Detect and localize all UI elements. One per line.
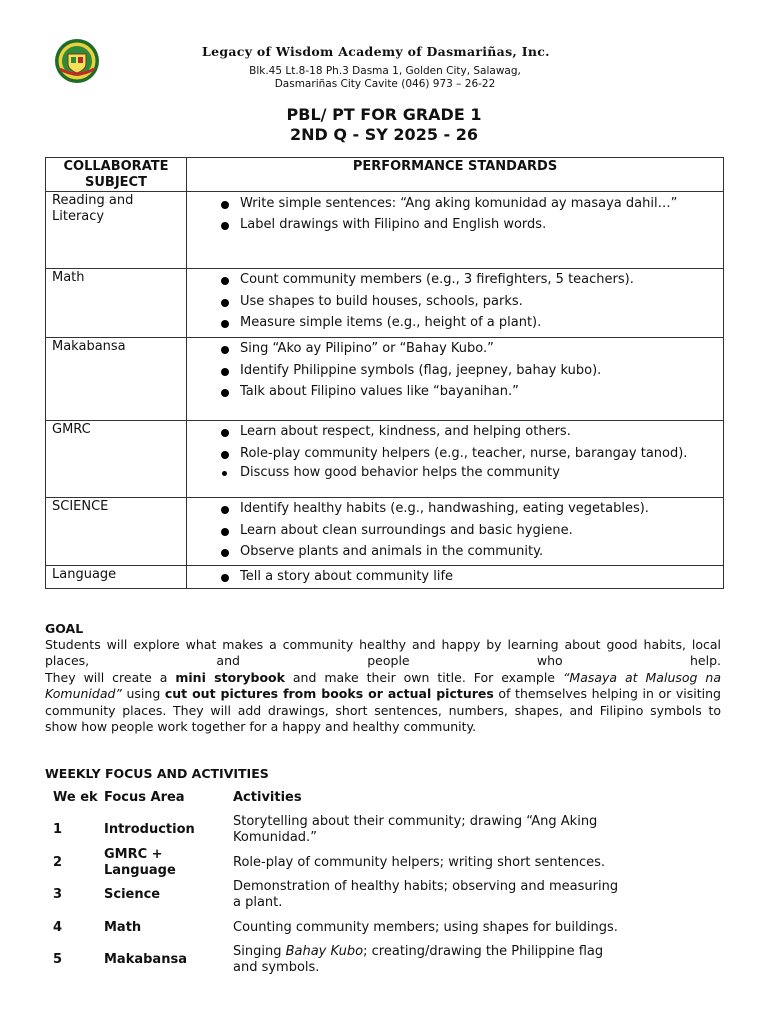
table-header-row — [46, 158, 724, 192]
goal-paragraph-2 — [45, 670, 721, 736]
week-number: 1 — [53, 822, 63, 838]
table-row — [47, 847, 623, 880]
subject-cell: SCIENCE — [46, 498, 187, 566]
table-row — [46, 566, 724, 589]
goal-text-part: of themselves helping in or visiting community places. They will add drawings, short sentences, numbers, shapes, and Filipino symbols to show how people work together for a happy and healthy community. — [45, 686, 721, 735]
subject-cell: Reading and Literacy — [46, 192, 187, 269]
goal-text-part: They will create a — [45, 669, 176, 685]
goal-text-part: and make their own title. For example — [284, 669, 563, 685]
header-subject: COLLABORATE SUBJECT — [46, 158, 187, 192]
focus-area: Science — [104, 887, 161, 903]
standard-item: Identify healthy habits (e.g., handwashing, eating vegetables). — [187, 500, 715, 518]
subject-cell: Makabansa — [46, 338, 187, 421]
activity: Demonstration of healthy habits; observing and measuring a plant. — [233, 879, 619, 911]
table-row — [46, 498, 724, 566]
focus-area: Introduction — [104, 822, 195, 838]
table-row — [46, 269, 724, 338]
standard-item: Tell a story about community life — [187, 568, 715, 586]
goal-emphasis: cut out pictures from books or actual pictures — [164, 686, 494, 702]
goal-text-part: using — [121, 686, 165, 702]
standards-cell — [187, 421, 724, 498]
school-address — [200, 65, 570, 91]
subject-cell: GMRC — [46, 421, 187, 498]
table-row — [47, 879, 623, 912]
weekly-heading: WEEKLY FOCUS AND ACTIVITIES — [45, 766, 269, 781]
focus-area: GMRC + Language — [104, 846, 176, 878]
week-number: 5 — [53, 952, 63, 968]
standard-item: Sing “Ako ay Pilipino” or “Bahay Kubo.” — [187, 340, 715, 358]
activity-song-title: Bahay Kubo — [285, 944, 364, 960]
table-row — [46, 421, 724, 498]
activity-part: Singing — [233, 944, 286, 960]
weekly-header-row — [47, 782, 623, 814]
standard-item: Identify Philippine symbols (flag, jeepney, bahay kubo). — [187, 362, 715, 380]
school-name: Legacy of Wisdom Academy of Dasmariñas, Inc. — [202, 44, 550, 59]
week-number: 4 — [53, 919, 63, 935]
standard-item: Measure simple items (e.g., height of a plant). — [187, 314, 715, 332]
standards-cell — [187, 192, 724, 269]
activity — [233, 944, 623, 977]
standard-item: Use shapes to build houses, schools, parks. — [187, 293, 715, 311]
standard-item: Role-play community helpers (e.g., teacher, nurse, barangay tanod). — [187, 445, 715, 463]
standard-item: Observe plants and animals in the community. — [187, 543, 715, 561]
activity: Role-play of community helpers; writing short sentences. — [233, 854, 606, 870]
performance-standards-table — [45, 157, 724, 589]
standard-item: Label drawings with Filipino and English words. — [187, 216, 715, 234]
goal-heading: GOAL — [45, 621, 84, 636]
subject-cell: Language — [46, 566, 187, 589]
standard-item: Discuss how good behavior helps the community — [187, 464, 715, 482]
table-row — [47, 944, 623, 977]
subject-cell: Math — [46, 269, 187, 338]
table-row — [47, 912, 623, 945]
goal-text — [45, 637, 721, 735]
week-number: 2 — [53, 854, 63, 870]
standards-cell — [187, 498, 724, 566]
goal-example-title: “Masaya at Malusog na Komunidad” — [45, 669, 721, 702]
activity: Counting community members; using shapes for buildings. — [233, 919, 618, 935]
table-row — [46, 192, 724, 269]
standard-item: Learn about respect, kindness, and helping others. — [187, 423, 715, 441]
activity-part: ; creating/drawing the Philippine flag and symbols. — [233, 944, 604, 976]
goal-emphasis: mini storybook — [175, 669, 285, 685]
standards-cell — [187, 269, 724, 338]
standards-cell — [187, 566, 724, 589]
standard-item: Write simple sentences: “Ang aking komunidad ay masaya dahil…” — [187, 195, 715, 213]
standard-item: Talk about Filipino values like “bayanihan.” — [187, 383, 715, 401]
goal-paragraph-1: Students will explore what makes a community healthy and happy by learning about good habits, local places, and people who help. — [45, 637, 721, 669]
header-focus-area: Focus Area — [104, 790, 185, 805]
standard-item: Learn about clean surroundings and basic hygiene. — [187, 522, 715, 540]
focus-area: Makabansa — [104, 952, 187, 968]
standard-item: Count community members (e.g., 3 firefighters, 5 teachers). — [187, 271, 715, 289]
address-line-1: Blk.45 Lt.8-18 Ph.3 Dasma 1, Golden City, Salawag, — [249, 65, 521, 77]
school-seal-logo — [54, 38, 100, 84]
standards-cell — [187, 338, 724, 421]
week-number: 3 — [53, 887, 63, 903]
document-title: PBL/ PT FOR GRADE 1 — [286, 105, 482, 124]
activity: Storytelling about their community; drawing “Ang Aking Komunidad.” — [233, 814, 598, 846]
table-row — [47, 814, 623, 847]
header-activities: Activities — [233, 790, 302, 805]
address-line-2: Dasmariñas City Cavite (046) 973 – 26-22 — [274, 78, 496, 90]
table-row — [46, 338, 724, 421]
header-week: We ek — [53, 790, 98, 805]
header-standards: PERFORMANCE STANDARDS — [187, 158, 724, 192]
document-subtitle: 2ND Q - SY 2025 - 26 — [289, 125, 478, 144]
focus-area: Math — [104, 919, 142, 935]
weekly-activities-table — [47, 782, 623, 977]
